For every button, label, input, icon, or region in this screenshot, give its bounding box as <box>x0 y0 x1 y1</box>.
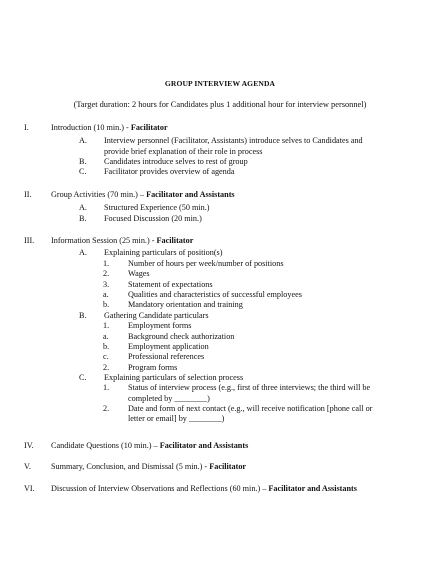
section-number: VI. <box>24 484 35 493</box>
sub-item-number: a. <box>103 289 109 299</box>
section-introduction <box>0 123 440 178</box>
list-item <box>0 248 440 258</box>
section-information-session <box>0 236 440 425</box>
section-presenter: Facilitator <box>209 462 247 471</box>
page-subtitle: (Target duration: 2 hours for Candidates plus 1 additional hour for interview personnel) <box>73 100 367 109</box>
sub-item-number: c. <box>103 352 109 362</box>
sub-item-number: 1. <box>103 383 110 393</box>
sub-item-text: Status of interview process (e.g., first of three interviews; the third will be completed by ________) <box>128 383 371 403</box>
sub-item-number: b. <box>103 300 110 310</box>
section-candidate-questions <box>0 441 440 451</box>
sub-item-text: Qualities and characteristics of successful employees <box>128 289 302 299</box>
page-title: GROUP INTERVIEW AGENDA <box>164 79 276 88</box>
sub-item-text: Statement of expectations <box>128 279 213 289</box>
section-presenter: Facilitator <box>130 123 168 132</box>
sub-item <box>0 280 440 290</box>
list-item <box>0 167 440 177</box>
sub-item-text: Date and form of next contact (e.g., will receive notification [phone call or letter or email] by ________) <box>128 404 373 424</box>
section-number: III. <box>24 236 35 245</box>
sub-item-number: 2. <box>103 404 110 414</box>
sub-item <box>0 383 440 404</box>
section-heading: Group Activities (70 min.) – Facilitator and Assistants <box>51 190 235 199</box>
list-item <box>0 203 440 213</box>
sub-item-text: Employment forms <box>128 321 192 331</box>
sub-item <box>0 404 440 425</box>
sub-item <box>0 352 440 362</box>
section-discussion <box>0 484 440 494</box>
section-number: I. <box>24 123 29 132</box>
sub-item <box>0 259 440 269</box>
list-item <box>0 214 440 224</box>
sub-item-number: 3. <box>103 279 110 289</box>
section-summary <box>0 462 440 472</box>
sub-item <box>0 363 440 373</box>
item-letter: A. <box>79 136 87 146</box>
sub-item-text: Professional references <box>128 352 205 362</box>
section-number: IV. <box>24 441 34 450</box>
item-letter: C. <box>79 167 87 177</box>
sub-item <box>0 342 440 352</box>
item-text: Focused Discussion (20 min.) <box>104 213 202 223</box>
item-text: Interview personnel (Facilitator, Assistants) introduce selves to Candidates and provide brief explanation of their role in process <box>104 136 363 156</box>
sub-item <box>0 269 440 279</box>
section-number: II. <box>24 190 32 199</box>
item-text: Explaining particulars of selection process <box>104 373 244 383</box>
sub-item-number: b. <box>103 341 110 351</box>
list-item <box>0 311 440 321</box>
item-letter: A. <box>79 248 87 258</box>
list-item <box>0 136 440 157</box>
section-heading: Information Session (25 min.) - Facilitator <box>51 236 194 245</box>
item-text: Gathering Candidate particulars <box>104 310 209 320</box>
sub-item-number: a. <box>103 331 109 341</box>
section-heading: Candidate Questions (10 min.) – Facilitator and Assistants <box>51 441 249 450</box>
sub-item-number: 1. <box>103 321 110 331</box>
item-text: Facilitator provides overview of agenda <box>104 167 235 177</box>
item-letter: B. <box>79 156 87 166</box>
section-number: V. <box>24 462 31 471</box>
sub-item <box>0 290 440 300</box>
section-presenter: Facilitator and Assistants <box>159 441 249 450</box>
section-group-activities <box>0 190 440 224</box>
section-heading: Summary, Conclusion, and Dismissal (5 min.) - Facilitator <box>51 462 247 471</box>
item-letter: B. <box>79 213 87 223</box>
sub-item-text: Background check authorization <box>128 331 235 341</box>
section-presenter: Facilitator and Assistants <box>146 190 235 199</box>
sub-item <box>0 300 440 310</box>
section-presenter: Facilitator and Assistants <box>268 484 357 493</box>
list-item <box>0 373 440 383</box>
sub-item-text: Program forms <box>128 362 178 372</box>
sub-item-number: 2. <box>103 362 110 372</box>
item-letter: C. <box>79 373 87 383</box>
sub-item-number: 2. <box>103 269 110 279</box>
section-heading: Discussion of Interview Observations and Reflections (60 min.) – Facilitator and Assistants <box>51 484 357 493</box>
item-text: Explaining particulars of position(s) <box>104 248 223 258</box>
item-text: Candidates introduce selves to rest of group <box>104 156 248 166</box>
item-letter: A. <box>79 203 87 213</box>
sub-item-text: Wages <box>128 269 150 279</box>
sub-item <box>0 321 440 331</box>
list-item <box>0 157 440 167</box>
sub-item-text: Employment application <box>128 341 209 351</box>
sub-item-number: 1. <box>103 258 110 268</box>
sub-item <box>0 332 440 342</box>
item-letter: B. <box>79 310 87 320</box>
item-text: Structured Experience (50 min.) <box>104 203 210 213</box>
section-presenter: Facilitator <box>156 236 194 245</box>
sub-item-text: Number of hours per week/number of positions <box>128 258 284 268</box>
sub-item-text: Mandatory orientation and training <box>128 300 243 310</box>
section-heading: Introduction (10 min.) - Facilitator <box>51 123 168 132</box>
